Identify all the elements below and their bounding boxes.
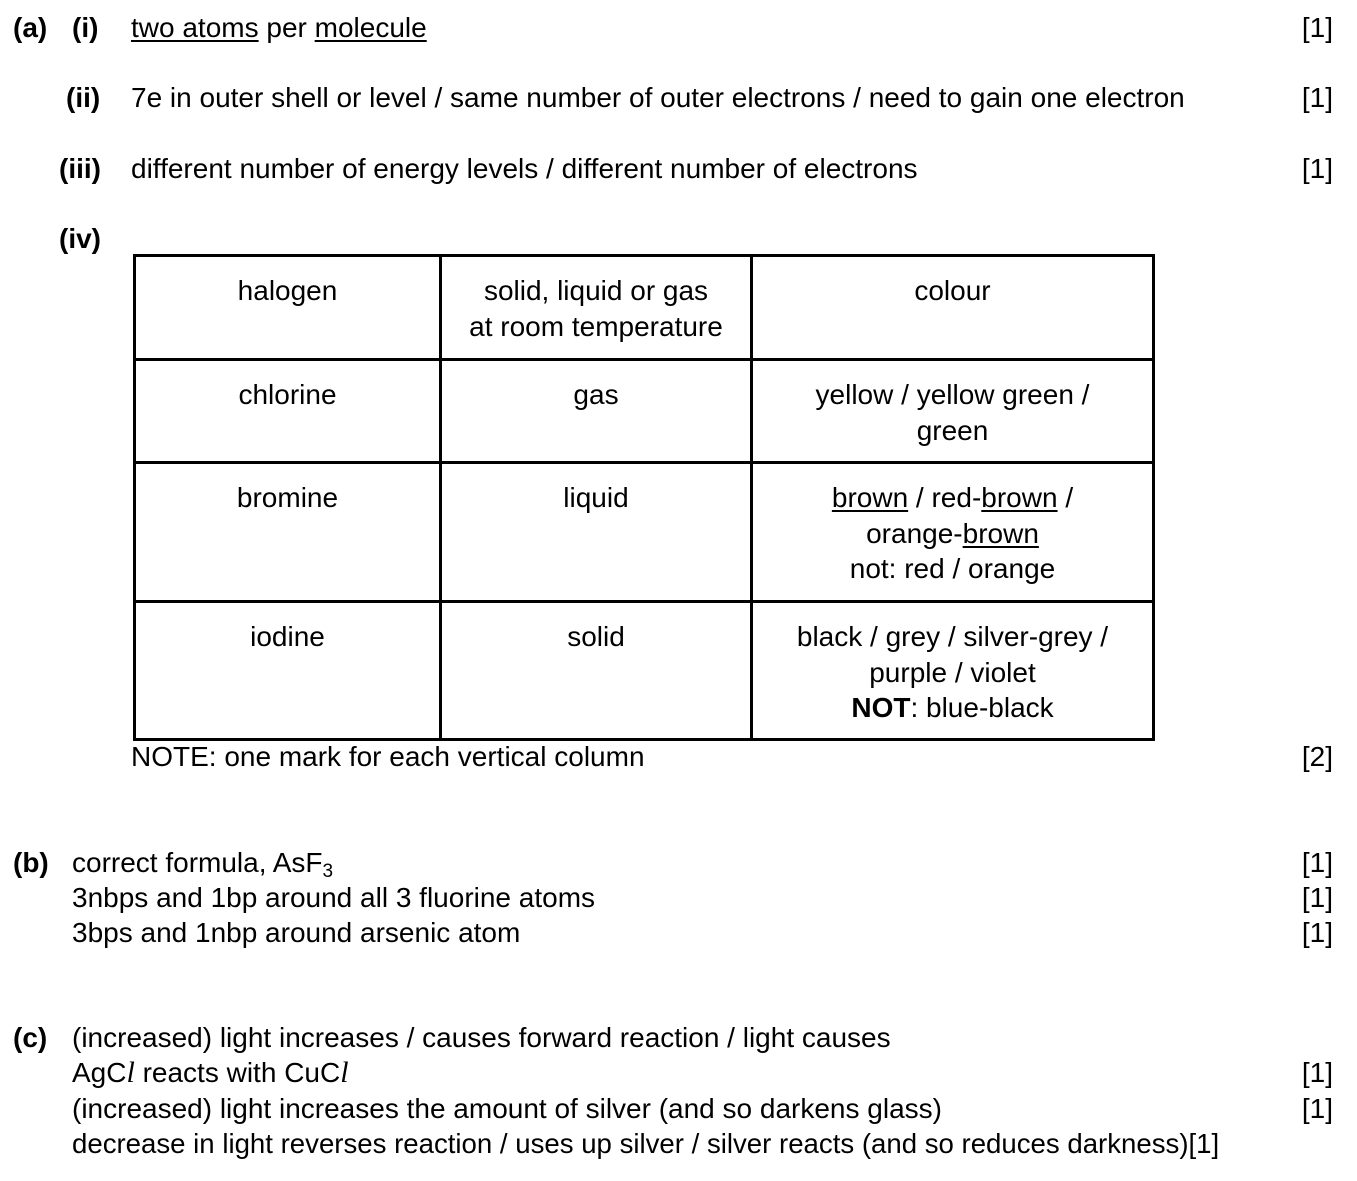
answer-a-i-term1: two atoms — [131, 12, 259, 43]
cell-colour-chlorine — [752, 360, 1154, 463]
answer-c-agcl-l: l — [126, 1056, 135, 1089]
mark-b-3: [1] — [1301, 917, 1333, 948]
cell-colour-iodine — [752, 602, 1154, 740]
answer-a-iii: different number of energy levels / different number of electrons — [131, 153, 918, 184]
answer-b-formula-subscript: 3 — [322, 861, 334, 882]
colour-bromine-line2 — [763, 516, 1142, 552]
table-row — [135, 360, 1154, 463]
table-note: NOTE: one mark for each vertical column — [131, 741, 645, 772]
answer-c-agcl-prefix: AgC — [72, 1057, 127, 1088]
answer-b-formula-text: correct formula, AsF — [72, 847, 323, 878]
sub-iii-label: (iii) — [59, 153, 101, 184]
mark-a-ii: [1] — [1301, 82, 1333, 113]
answer-b-line1 — [72, 845, 333, 880]
sub-ii-label: (ii) — [66, 82, 101, 113]
cell-state-iodine: solid — [441, 602, 752, 740]
answer-a-i — [131, 10, 427, 45]
colour-bromine-line1 — [763, 480, 1142, 516]
cell-state-bromine: liquid — [441, 463, 752, 602]
colour-iodine-line2: purple / violet — [869, 656, 1036, 688]
answer-a-ii: 7e in outer shell or level / same number of outer electrons / need to gain one electron — [131, 82, 1185, 113]
colour-bromine-term1: brown — [831, 482, 909, 513]
halogen-table — [133, 254, 1155, 741]
cell-state-chlorine: gas — [441, 360, 752, 463]
answer-a-i-connector: per — [258, 12, 315, 43]
header-state-line1: solid, liquid or gas — [483, 275, 709, 306]
cell-halogen-iodine: iodine — [135, 602, 441, 740]
answer-c-line4 — [72, 1126, 1219, 1161]
colour-iodine-line3 — [763, 690, 1142, 726]
header-state — [441, 256, 752, 360]
answer-b-line2: 3nbps and 1bp around all 3 fluorine atoms — [72, 882, 596, 913]
colour-chlorine-line1: yellow / yellow green / — [815, 379, 1090, 410]
mark-b-2: [1] — [1301, 882, 1333, 913]
cell-halogen-chlorine: chlorine — [135, 360, 441, 463]
mark-c-1: [1] — [1301, 1057, 1333, 1088]
header-colour: colour — [752, 256, 1154, 360]
cell-colour-bromine — [752, 463, 1154, 602]
colour-chlorine-line2: green — [916, 414, 989, 446]
colour-bromine-sep1: / red- — [908, 482, 982, 513]
table-row — [135, 602, 1154, 740]
cell-halogen-bromine: bromine — [135, 463, 441, 602]
answer-c-cucl-l: l — [340, 1056, 349, 1089]
colour-iodine-line1: black / grey / silver-grey / — [796, 621, 1109, 652]
header-halogen: halogen — [135, 256, 441, 360]
answer-c-line4-text: decrease in light reverses reaction / uses up silver / silver reacts (and so reduces darkness) — [72, 1128, 1189, 1159]
mark-a-i: [1] — [1301, 12, 1333, 43]
answer-c-line2 — [72, 1055, 349, 1090]
mark-b-1: [1] — [1301, 847, 1333, 878]
answer-a-i-term2: molecule — [314, 12, 427, 43]
colour-bromine-term2: brown — [981, 482, 1058, 513]
mark-a-iv: [2] — [1301, 741, 1333, 772]
part-b-label: (b) — [13, 847, 49, 878]
answer-c-line3: (increased) light increases the amount of silver (and so darkens glass) — [72, 1093, 942, 1124]
answer-c-cucl-prefix: reacts with CuC — [134, 1057, 341, 1088]
colour-iodine-not-text: : blue-black — [910, 692, 1054, 723]
part-c-label: (c) — [13, 1022, 48, 1053]
mark-a-iii: [1] — [1301, 153, 1333, 184]
sub-i-label: (i) — [72, 12, 99, 43]
colour-iodine-not-label: NOT — [851, 692, 911, 723]
mark-c-3: [1] — [1188, 1128, 1220, 1159]
colour-bromine-sep2: / — [1057, 482, 1074, 513]
table-header-row — [135, 256, 1154, 360]
colour-bromine-line3: not: red / orange — [849, 553, 1056, 584]
colour-bromine-prefix: orange- — [866, 517, 963, 549]
answer-b-line3: 3bps and 1nbp around arsenic atom — [72, 917, 521, 948]
mark-c-2: [1] — [1301, 1093, 1333, 1124]
sub-iv-label: (iv) — [59, 223, 101, 254]
part-a-label: (a) — [13, 12, 48, 43]
answer-c-line1: (increased) light increases / causes forward reaction / light causes — [72, 1022, 891, 1053]
colour-bromine-term3: brown — [962, 517, 1039, 549]
header-state-line2: at room temperature — [469, 310, 723, 342]
table-row — [135, 463, 1154, 602]
